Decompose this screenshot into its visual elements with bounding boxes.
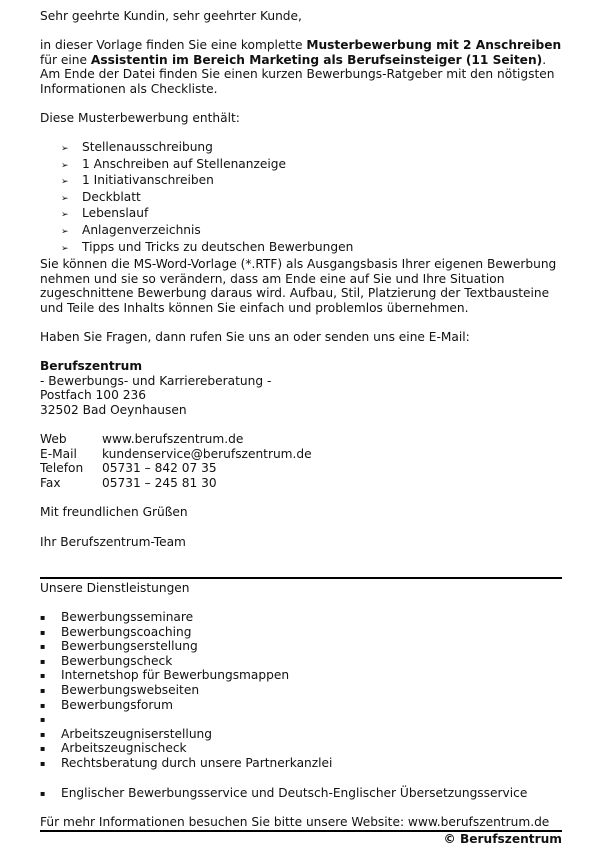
square-bullet-icon: ▪ <box>40 642 46 652</box>
contact-block <box>40 432 312 490</box>
contact-label: Fax <box>40 475 61 490</box>
contact-label: E-Mail <box>40 446 77 461</box>
arrow-bullet-icon: ➢ <box>61 226 69 237</box>
square-bullet-icon: ▪ <box>40 671 46 681</box>
list-item: ➢ Anlagenverzeichnis <box>61 223 353 240</box>
services-list <box>40 610 332 771</box>
contact-row-fax <box>40 476 312 491</box>
square-bullet-icon: ▪ <box>40 758 46 768</box>
phone-number: 05731 – 842 07 35 <box>102 461 217 476</box>
square-bullet-icon: ▪ <box>40 744 46 754</box>
services-heading: Unsere Dienstleistungen <box>40 581 190 595</box>
contains-label: Diese Musterbewerbung enthält: <box>40 111 240 125</box>
questions-text: Haben Sie Fragen, dann rufen Sie uns an oder senden uns eine E-Mail: <box>40 330 470 344</box>
intro-bold-2: Assistentin im Bereich Marketing als Berufseinsteiger (11 Seiten) <box>90 52 543 67</box>
list-item: ➢ Deckblatt <box>61 190 353 207</box>
square-bullet-icon: ▪ <box>40 656 46 666</box>
list-item: ➢ Tipps und Tricks zu deutschen Bewerbungen <box>61 240 353 257</box>
intro-text-3: . Am Ende der Datei finden Sie einen kurzen Bewerbungs-Ratgeber mit den nötigsten Informationen als Checkliste. <box>40 52 555 96</box>
company-name: Berufszentrum <box>40 359 143 373</box>
list-item: ▪ Bewerbungsforum <box>40 697 173 712</box>
list-item: ▪ Internetshop für Bewerbungsmappen <box>40 668 290 683</box>
square-bullet-icon: ▪ <box>40 700 46 710</box>
list-item: ▪ Bewerbungsseminare <box>40 610 194 624</box>
divider-top <box>40 577 562 579</box>
arrow-bullet-icon: ➢ <box>61 210 69 221</box>
list-item: ▪ Bewerbungserstellung <box>40 639 198 654</box>
signature: Ihr Berufszentrum-Team <box>40 535 186 549</box>
list-item: ▪ Arbeitszeugnischeck <box>40 741 187 756</box>
list-item: ▪ Bewerbungscheck <box>40 653 173 668</box>
intro-text-1: in dieser Vorlage finden Sie eine komplette <box>40 38 307 52</box>
postbox: Postfach 100 236 <box>40 388 146 403</box>
arrow-bullet-icon: ➢ <box>61 177 69 188</box>
square-bullet-icon: ▪ <box>40 715 46 725</box>
arrow-bullet-icon: ➢ <box>61 243 69 254</box>
intro-bold-1: Musterbewerbung mit 2 Anschreiben <box>306 38 562 52</box>
contents-list <box>61 140 353 256</box>
list-item: ▪ Bewerbungscoaching <box>40 624 192 639</box>
contact-label: Web <box>40 432 67 446</box>
contact-row-email <box>40 447 312 462</box>
fax-number: 05731 – 245 81 30 <box>102 475 217 490</box>
square-bullet-icon: ▪ <box>40 729 46 739</box>
square-bullet-icon: ▪ <box>40 627 46 637</box>
usage-paragraph: Sie können die MS-Word-Vorlage (*.RTF) als Ausgangsbasis Ihrer eigenen Bewerbung nehmen und sie so verändern, dass am Ende eine auf Sie und Ihre Situation zugeschnittene Bewerbung daraus wird. Aufbau, Stil, Platzierung der Textbausteine und Teile des Inhalts können Sie einfach und problemlos übernehmen. <box>40 257 557 315</box>
city: 32502 Bad Oeynhausen <box>40 402 187 417</box>
list-item: ▪ Englischer Bewerbungsservice und Deutsch-Englischer Übersetzungsservice <box>40 786 528 800</box>
arrow-bullet-icon: ➢ <box>61 193 69 204</box>
square-bullet-icon: ▪ <box>40 613 46 622</box>
company-subtitle: - Bewerbungs- und Karriereberatung - <box>40 373 272 388</box>
contact-row-web <box>40 432 312 447</box>
square-bullet-icon: ▪ <box>40 789 46 798</box>
greeting: Sehr geehrte Kundin, sehr geehrter Kunde, <box>40 9 302 23</box>
list-item: ▪ Rechtsberatung durch unsere Partnerkanzlei <box>40 755 333 770</box>
arrow-bullet-icon: ➢ <box>61 144 69 154</box>
contact-row-phone <box>40 461 312 476</box>
intro-paragraph <box>40 38 562 96</box>
services-list-extra <box>40 786 527 801</box>
contact-label: Telefon <box>40 461 84 476</box>
email-link[interactable]: kundenservice@berufszentrum.de <box>102 446 312 461</box>
address-block <box>40 359 271 417</box>
list-item <box>40 712 332 727</box>
square-bullet-icon: ▪ <box>40 685 46 695</box>
website-link[interactable]: www.berufszentrum.de <box>102 432 244 446</box>
list-item: ▪ Arbeitszeugniserstellung <box>40 726 213 741</box>
intro-text-2: für eine <box>40 52 91 67</box>
arrow-bullet-icon: ➢ <box>61 160 69 171</box>
closing: Mit freundlichen Grüßen <box>40 505 188 519</box>
list-item: ▪ Bewerbungswebseiten <box>40 682 200 697</box>
list-item: ➢ Stellenausschreibung <box>61 140 353 157</box>
list-item: ➢ 1 Initiativanschreiben <box>61 173 353 190</box>
list-item: ➢ Lebenslauf <box>61 206 353 223</box>
copyright: © Berufszentrum <box>443 832 562 846</box>
more-info-text: Für mehr Informationen besuchen Sie bitte unsere Website: www.berufszentrum.de <box>40 815 550 829</box>
list-item: ➢ 1 Anschreiben auf Stellenanzeige <box>61 157 353 174</box>
